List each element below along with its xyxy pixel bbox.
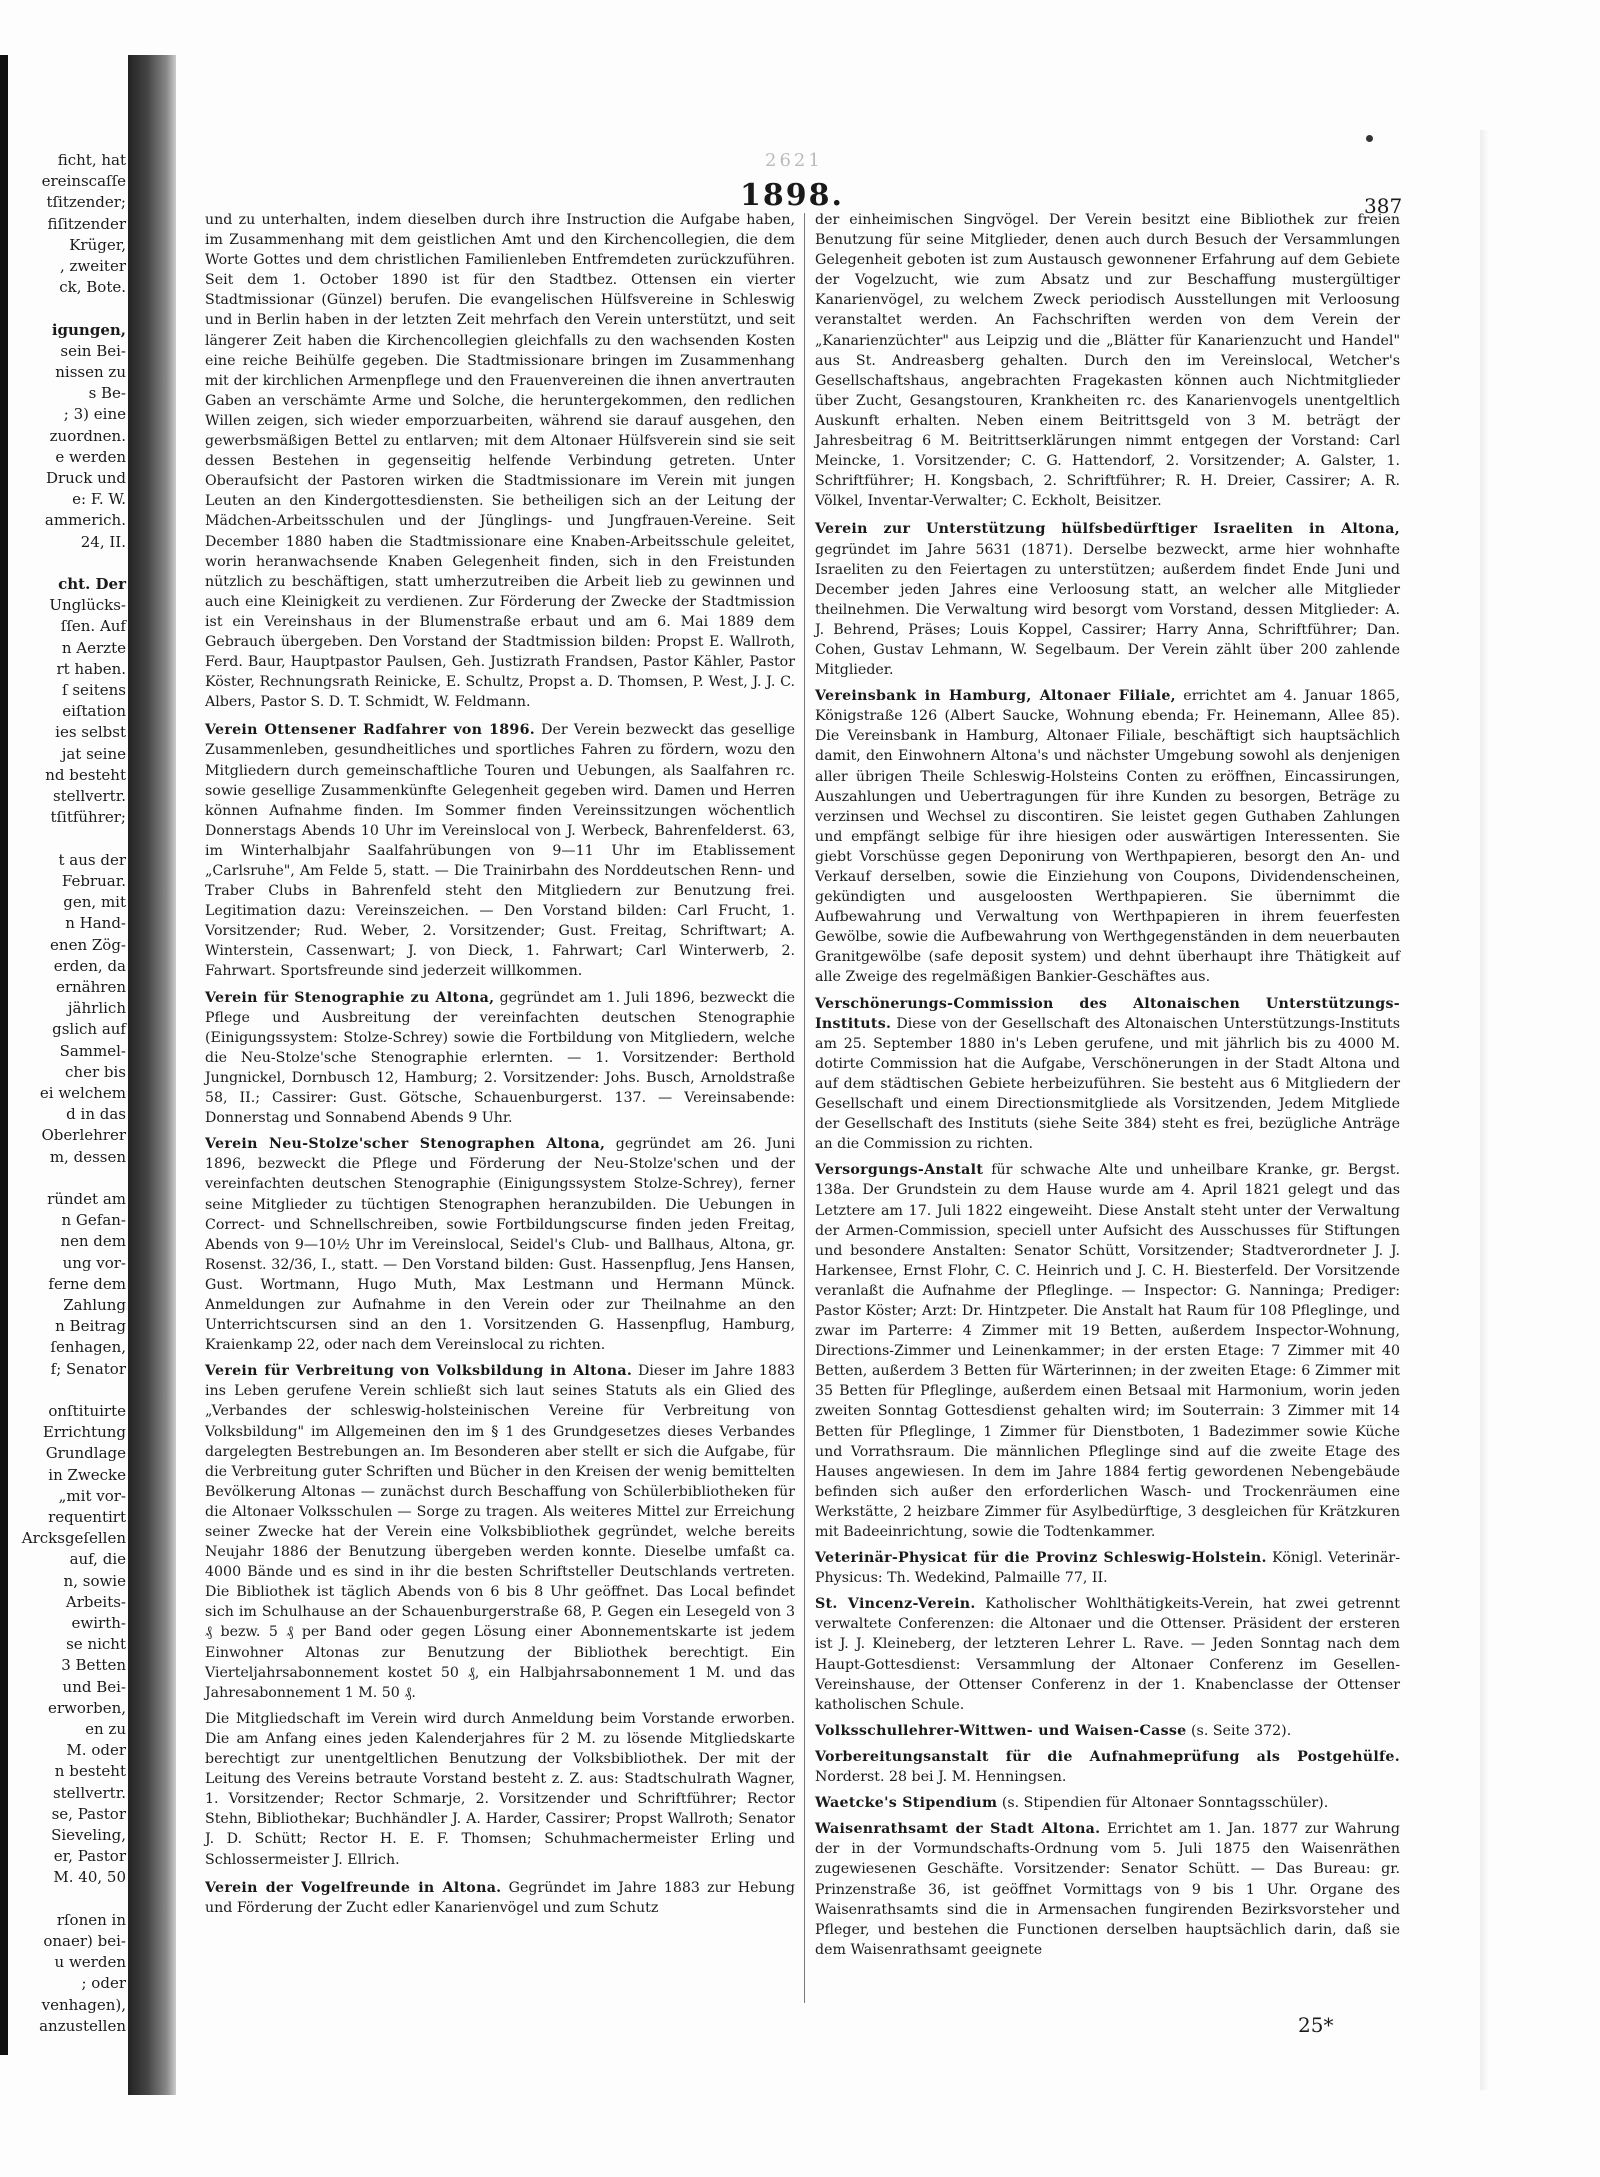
ink-dot [1366, 135, 1373, 142]
right-column [815, 210, 1400, 1966]
directory-entry [205, 720, 795, 981]
fragment-line: Sammel- [59, 1041, 126, 1060]
fragment-line: Arbeits- [65, 1592, 126, 1611]
fragment-line: n Hand- [65, 914, 126, 933]
fragment-line: e werden [55, 447, 126, 466]
fragment-line: ammerich. [44, 511, 126, 530]
fragment-line: ck, Bote. [59, 278, 126, 297]
entry-text: Errichtet am 1. Jan. 1877 zur Wahrung der in der Vormundschafts-Ordnung vom 5. Juli 1875 den Waisenräthen zugewiesenen Geschäfte. Vorsitzender: Senator Schütt. — Das Bureau: gr. Prinzenstraße 36, ist geöffnet Vormittags von 9 bis 1 Uhr. Organe des Waisenrathsamts sind die in Armensachen fungirenden Bezirksvorsteher und Pfleger, und bestehen die Functionen derselben hauptsächlich darin, daß sie dem Waisenrathsamt geeignete [815, 1821, 1400, 1958]
directory-entry [815, 1747, 1400, 1787]
fragment-line: ewirth- [71, 1614, 126, 1633]
page-number: 387 [1364, 194, 1403, 218]
fragment-line: ficht, hat [57, 151, 126, 169]
fragment-line [8, 553, 130, 574]
fragment-line: jat seine [61, 744, 126, 763]
fragment-line: Februar. [61, 871, 126, 890]
fragment-line: M. 40, 50 [53, 1868, 126, 1887]
directory-entry [815, 519, 1400, 680]
fragment-line: ies selbst [55, 723, 126, 742]
fragment-line: n, sowie [63, 1571, 126, 1590]
directory-entry [205, 988, 795, 1129]
entry-title: Waetcke's Stipendium [815, 1795, 998, 1812]
page-edge-shade [1480, 130, 1490, 2090]
fragment-line: n besteht [54, 1762, 126, 1781]
fragment-line: erworben, [48, 1698, 126, 1717]
entry-title: Veterinär-Physicat für die Provinz Schleswig-Holstein. [815, 1550, 1267, 1567]
fragment-line: fiſitzender [47, 214, 126, 233]
book-gutter-shadow [128, 55, 176, 2095]
fragment-line: nen dem [60, 1232, 126, 1251]
fragment-line: se, Pastor [51, 1804, 126, 1823]
fragment-line: ſſen. Auf [60, 617, 126, 636]
bleed-through-text: 2621 [765, 150, 823, 171]
entry-text: gegründet am 26. Juni 1896, bezweckt die Pflege und Förderung der Neu-Stolze'schen und der vereinfachten deutschen Stenographie (Einigungssystem Stolze-Schrey), ferner seine Mitglieder zu tüchtigen Stenographen heranzubilden. Die Uebungen in Correct- und Schnellschreiben, sowie Fortbildungscurse finden jeden Freitag, Abends von 9—10½ Uhr im Vereinslocal, Seidel's Club- und Ballhaus, Altona, gr. Rosenst. 32/36, I., statt. — Den Vorstand bilden: Gust. Hassenpflug, Jens Hansen, Gust. Wortmann, Hugo Muth, Max Lestmann und Hermann Münck. Anmeldungen zur Aufnahme in den Verein oder zur Theilnahme an den Unterrichtscursen sind an den 1. Vorsitzenden G. Hassenpflug, Hamburg, Kraienkamp 22, oder nach dem Vereinslocal zu richten. [205, 1136, 795, 1354]
previous-page-fragments [8, 150, 130, 2050]
entry-title: Volksschullehrer-Wittwen- und Waisen-Casse [815, 1722, 1187, 1739]
directory-entry [815, 1594, 1400, 1715]
directory-entry [205, 1709, 795, 1870]
fragment-line: igungen, [51, 320, 126, 339]
fragment-line: sein Bei- [60, 341, 126, 360]
fragment-line: f; Senator [50, 1359, 126, 1378]
fragment-line: Sieveling, [51, 1826, 126, 1845]
fragment-line: stellvertr. [52, 1783, 126, 1802]
entry-title: Vereinsbank in Hamburg, Altonaer Filiale, [815, 688, 1176, 705]
directory-entry [815, 1819, 1400, 1960]
entry-text: Diese von der Gesellschaft des Altonaischen Unterstützungs-Instituts am 25. September 1880 in's Leben gerufene, und mit jährlich bis zu 4000 M. dotirte Commission hat die Aufgabe, Verschönerungen in der Stadt Altona und auf dem städtischen Gebiete herbeizuführen. Sie besteht aus 6 Mitgliedern der Gesellschaft und einem Directionsmitgliede als Vorsitzenden, Jedem Mitgliede der Gesellschaft des Instituts (siehe Seite 384) steht es frei, bezügliche Anträge an die Commission zu richten. [815, 1015, 1400, 1153]
entry-text: Gegründet im Jahre 1883 zur Hebung und Förderung der Zucht edler Kanarienvögel und zum Schutz [205, 1879, 795, 1916]
entry-text: Dieser im Jahre 1883 ins Leben gerufene Verein schließt sich laut seines Statuts als ein Glied des „Verbandes der schleswig-holsteinischen Vereine für Verbreitung von Volksbildung" im Allgemeinen den im § 1 des Grundgesetzes dieses Verbandes dargelegten Bestrebungen an. Im Besonderen aber stellt er sich die Aufgabe, für die Verbreitung guter Schriften und Bücher in den Kreisen der wenig bemittelten Bevölkerung Altonas — zunächst durch Beschaffung von Schülerbibliotheken für die Altonaer Volksschulen — Sorge zu tragen. Als weiteres Mittel zur Erreichung seiner Zwecke hat der Verein eine Volksbibliothek gegründet, welche bereits Neujahr 1886 der Benutzung übergeben werden konnte. Dieselbe umfaßt ca. 4000 Bände und es sind in ihr die besten Schriftsteller Deutschlands vertreten. Die Bibliothek ist täglich Abends von 6 bis 8 Uhr geöffnet. Das Local befindet sich im Schulhause an der Schauenburgerstraße 68, P. Gegen ein Lesegeld von 3 ₰ bezw. 5 ₰ per Band oder gegen Lösung einer Abonnementskarte ist jedem Einwohner Altonas zur Benutzung der Bibliothek berechtigt. Ein Vierteljahrsabonnement kostet 50 ₰, ein Halbjahrsabonnement 1 M. und das Jahresabonnement 1 M. 50 ₰. [205, 1363, 795, 1701]
fragment-line: u werden [54, 1953, 126, 1972]
entry-title: St. Vincenz-Verein. [815, 1596, 976, 1613]
entry-text: (s. Seite 372). [1191, 1722, 1292, 1739]
entry-text: gegründet am 1. Juli 1896, bezweckt die Pflege und Ausbreitung der vereinfachten deutschen Stenographie (Einigungssystem: Stolze-Schrey) sowie die Fortbildung von Mitgliedern, welche die Neu-Stolze'sche Stenographie erlernten. — 1. Vorsitzender: Berthold Jungnickel, Dornbusch 12, Hamburg; 2. Vorsitzender: Johs. Busch, Arnoldstraße 58, II.; Cassirer: Gust. Götsche, Schauenburgerst. 137. — Vereinsabende: Donnerstag und Sonnabend Abends 9 Uhr. [205, 989, 795, 1127]
fragment-line: rt haben. [56, 659, 126, 678]
fragment-line: requentirt [48, 1508, 126, 1526]
entry-title: Waisenrathsamt der Stadt Altona. [815, 1821, 1101, 1838]
fragment-line: venhagen), [41, 1995, 126, 2014]
fragment-line: n Aerzte [61, 638, 126, 657]
fragment-line: , zweiter [59, 257, 126, 276]
fragment-line: onaer) bei- [43, 1932, 126, 1951]
fragment-line: Krüger, [69, 235, 126, 254]
fragment-line: ei welchem [39, 1083, 126, 1102]
page-signature: 25* [1298, 2013, 1334, 2037]
directory-entry [205, 1134, 795, 1355]
fragment-line: und Bei- [62, 1677, 126, 1696]
entry-text: Katholischer Wohlthätigkeits-Verein, hat zwei getrennt verwaltete Conferenzen: die Altonaer und die Ottenser. Präsident der ersteren ist J. J. Kleineberg, der letzteren Lehrer L. Rave. — Jeden Sonntag nach dem Haupt-Gottesdienst: Versammlung der Altonaer Conferenz im Gesellen-Vereinshause, der Ottenser Conferenz in der 1. Knabenclasse der Ottenser katholischen Schule. [815, 1596, 1400, 1713]
directory-entry [205, 1361, 795, 1703]
fragment-line: ſenhagen, [50, 1338, 126, 1357]
entry-text: für schwache Alte und unheilbare Kranke, gr. Bergst. 138a. Der Grundstein zu dem Hause wurde am 4. April 1821 gelegt und das Letztere am 17. Juli 1822 eingeweiht. Diese Anstalt steht unter der Verwaltung der Armen-Commission, speciell unter Aufsicht des Ausschusses für Stiftungen und besondere Anstalten: Senator Schütt, Vorsitzender; Stadtverordneter J. J. Harkensee, Ernst Flohr, C. C. Heinrich und J. C. H. Biesterfeld. Der Vorsitzende veranlaßt die Aufnahme der Pfleglinge. — Inspector: G. Nanninga; Prediger: Pastor Köster; Arzt: Dr. Hintzpeter. Die Anstalt hat Raum für 108 Pfleglinge, und zwar im Parterre: 4 Zimmer mit 19 Betten, außerdem Inspector-Wohnung, Directions-Zimmer und Leinenkammer; in der ersten Etage: 7 Zimmer mit 40 Betten, außerdem 3 Betten für Wärterinnen; in der zweiten Etage: 6 Zimmer mit 35 Betten für Pfleglinge, außerdem einen Betsaal mit Harmonium, worin jeden zweiten Sonntag Gottesdienst gehalten wird; im Souterrain: 3 Zimmer mit 14 Betten für Pfleglinge, 1 Zimmer für Dienstboten, 1 Badezimmer sowie Küche und Vorrathsraum. Die männlichen Pfleglinge sind auf die zweite Etage des Hauses angewiesen. In dem im Jahre 1884 fertig gewordenen Nebengebäude befinden sich außer den erforderlichen Wasch- und Trockenräumen eine Werkstätte, 2 heizbare Zimmer für Asylbedürftige, 3 desgleichen für Krätzkuren mit Badeeinrichtung, sowie die Todtenkammer. [815, 1162, 1401, 1540]
fragment-line: onſtituirte [48, 1401, 126, 1420]
directory-entry [815, 1548, 1400, 1588]
entry-text: errichtet am 4. Januar 1865, Königstraße 126 (Albert Saucke, Wohnung ebenda; Fr. Heinemann, Allee 85). Die Vereinsbank in Hamburg, Altonaer Filiale, beschäftigt sich hauptsächlich damit, den Einwohnern Altona's und nächster Umgebung sowohl als denjenigen aller übrigen Theile Schleswig-Holsteins Conten zu eröffnen, Eincassirungen, Auszahlungen und Uebertragungen für ihre Kunden zu besorgen, Beträge zu verzinsen und Wechsel zu discontiren. Sie leistet gegen Guthaben Zahlungen und empfängt selbige für ihre hiesigen oder auswärtigen Interessenten. Sie giebt Vorschüsse gegen Deponirung von Werthpapieren, besorgt den An- und Verkauf derselben, sowie die Einziehung von Coupons, Dividendenscheinen, gekündigten und ausgeloosten Werthpapieren. Sie übernimmt die Aufbewahrung und Verwaltung von Werthpapieren in ihrem feuerfesten Gewölbe, sowie die Aufbewahrung von Werthgegenständen in dem neuerbauten Granitgewölbe (safe deposit system) und dehnt überhaupt ihre Thätigkeit auf alle Zweige des regelmäßigen Bankier-Geschäftes aus. [815, 688, 1400, 986]
directory-entry [815, 1721, 1400, 1741]
left-column [205, 210, 795, 1924]
entry-title: Verein für Stenographie zu Altona, [205, 989, 495, 1006]
directory-entry [815, 994, 1400, 1155]
directory-entry [205, 1878, 795, 1918]
fragment-line: ung vor- [62, 1253, 126, 1272]
fragment-line: 3 Betten [61, 1656, 126, 1675]
scan-edge [0, 55, 8, 2055]
fragment-line: er, Pastor [53, 1847, 126, 1866]
fragment-line: „mit vor- [58, 1486, 126, 1505]
fragment-line: ferne dem [48, 1274, 126, 1293]
entry-title: Verein Ottensener Radfahrer von 1896. [205, 722, 536, 739]
entry-text: der einheimischen Singvögel. Der Verein besitzt eine Bibliothek zur freien Benutzung für seine Mitglieder, denen auch durch Besuch der Versammlungen Gelegenheit geboten ist zum Austausch gewonnener Erfahrung auf dem Gebiete der Vogelzucht, wie zum Absatz und zur Beschaffung mustergültiger Kanarienvögel, zu welchem Zweck periodisch Ausstellungen mit Verloosung veranstaltet werden. An Fachschriften werden von dem Verein der „Kanarienzüchter" aus Leipzig und die „Blätter für Kanarienzucht und Handel" aus St. Andreasberg gehalten. Durch den im Vereinslocal, Wetcher's Gesellschaftshaus, angebrachten Fragekasten können auch Nichtmitglieder über Zucht, Gesangstouren, Krankheiten rc. des Kanarienvogels unentgeltlich Auskunft erhalten. Neben einem Beitrittsgeld von 3 M. beträgt der Jahresbeitrag 6 M. Beitrittserklärungen nimmt entgegen der Vorstand: Carl Meincke, 1. Vorsitzender; C. G. Hattendorf, 2. Vorsitzender; A. Galster, 1. Schriftführer; H. Kongsbach, 2. Schriftführer; R. H. Dreier, Cassirer; A. R. Völkel, Inventar-Verwalter; C. Eckholt, Beisitzer. [815, 212, 1400, 510]
fragment-line: e: F. W. [72, 490, 126, 509]
fragment-line: zuordnen. [49, 426, 126, 445]
fragment-line: ereinscaſſe [41, 172, 126, 191]
fragment-line [8, 298, 130, 319]
fragment-line: Unglücks- [49, 596, 126, 615]
fragment-line: anzustellen [39, 2016, 126, 2035]
entry-text: Norderst. 28 bei J. M. Henningsen. [815, 1769, 1067, 1786]
directory-entry [205, 210, 795, 712]
fragment-line [8, 1380, 130, 1401]
fragment-line: gen, mit [63, 893, 126, 912]
fragment-line: eiſtation [62, 702, 126, 721]
fragment-line: 24, II. [80, 532, 126, 551]
column-divider [804, 213, 805, 2003]
fragment-line: ; oder [81, 1974, 126, 1993]
fragment-line: s Be- [88, 384, 126, 403]
fragment-line: enen Zög- [50, 935, 126, 954]
fragment-line: Druck und [45, 469, 126, 488]
fragment-line: Grundlage [45, 1444, 126, 1463]
fragment-line: nissen zu [55, 363, 126, 382]
fragment-line: Zahlung [63, 1295, 126, 1314]
entry-title: Verein der Vogelfreunde in Altona. [205, 1879, 502, 1896]
fragment-line: ründet am [47, 1189, 126, 1208]
fragment-line: ſ seitens [62, 681, 126, 700]
entry-title: Verein Neu-Stolze'scher Stenographen Altona, [205, 1136, 606, 1153]
fragment-line: tſitführer; [50, 808, 126, 827]
running-header-year: 1898. [740, 178, 844, 213]
directory-entry [815, 686, 1400, 987]
entry-text: Königl. Veterinär-Physicus: Th. Wedekind, Palmaille 77, II. [815, 1550, 1400, 1587]
fragment-line [8, 829, 130, 850]
fragment-line: erden, da [53, 956, 126, 975]
entry-title: Verein zur Unterstützung hülfsbedürftiger Israeliten in Altona, [815, 521, 1400, 538]
fragment-line: m, dessen [49, 1147, 126, 1166]
entry-title: Vorbereitungsanstalt für die Aufnahmeprüfung als Postgehülfe. [815, 1748, 1400, 1765]
directory-entry [815, 1160, 1400, 1542]
fragment-line: cher bis [65, 1062, 126, 1081]
fragment-line: Errichtung [42, 1423, 126, 1442]
fragment-line: Arcksgeſellen [21, 1529, 126, 1548]
fragment-line: t aus der [58, 850, 126, 869]
fragment-line: se nicht [66, 1635, 126, 1654]
fragment-line: stellvertr. [52, 787, 126, 806]
entry-text: (s. Stipendien für Altonaer Sonntagsschüler). [1001, 1795, 1329, 1812]
entry-title: Verein für Verbreitung von Volksbildung in Altona. [205, 1363, 633, 1380]
fragment-line: auf, die [69, 1550, 126, 1569]
fragment-line [8, 1168, 130, 1189]
entry-text: gegründet im Jahre 5631 (1871). Derselbe bezweckt, arme hier wohnhafte Israeliten zu den Feiertagen zu unterstützen; außerdem findet Ende Juni und December jeden Jahres eine Verloosung statt, an welcher alle Mitglieder theilnehmen. Die Verwaltung wird besorgt vom Vorstand, dessen Mitglieder: A. J. Behrend, Präses; Louis Koppel, Cassirer; Harry Anna, Schriftführer; Dan. Cohen, Gustav Lehmann, W. Segelbaum. Der Verein zählt über 200 zahlende Mitglieder. [815, 541, 1400, 679]
fragment-line: jährlich [67, 999, 126, 1018]
fragment-line: n Beitrag [55, 1317, 126, 1336]
entry-text: Der Verein bezweckt das gesellige Zusammenleben, gesundheitliches und sportliches Fahren zu fördern, wozu den Mitgliedern durch gemeinschaftliche Touren und Uebungen, als Saalfahren rc. sowie gesellige Zusammenkünfte Gelegenheit gegeben wird. Damen und Herren können Aufnahme finden. Im Sommer finden Vereinssitzungen wöchentlich Donnerstags Abends 10 Uhr im Vereinslocal von J. Werbeck, Bahrenfelderst. 63, im Winterhalbjahr Saalfahrübungen von 9—11 Uhr im Etablissement „Carlsruhe", Am Felde 5, statt. — Die Trainirbahn des Norddeutschen Renn- und Traber Clubs in Bahrenfeld steht den Mitgliedern zur Benutzung frei. Legitimation dazu: Vereinszeichen. — Den Vorstand bilden: Carl Frucht, 1. Vorsitzender; Rud. Weber, 2. Vorsitzender; Gust. Freitag, Schriftwart; A. Winterstein, Cassenwart; J. von Dieck, 1. Fahrwart; Carl Winterwerb, 2. Fahrwart. Sportsfreunde sind jederzeit willkommen. [205, 722, 796, 980]
entry-title: Versorgungs-Anstalt [815, 1162, 984, 1179]
directory-entry [815, 210, 1400, 511]
fragment-line: en zu [85, 1720, 126, 1739]
entry-title: Verschönerungs-Commission des Altonaischen Unterstützungs-Instituts. [815, 995, 1400, 1032]
fragment-line: ernähren [55, 977, 126, 996]
fragment-line: nd besteht [45, 765, 126, 784]
fragment-line: rſonen in [56, 1910, 126, 1929]
fragment-line: Oberlehrer [41, 1126, 126, 1145]
fragment-line: d in das [66, 1105, 126, 1124]
fragment-line: ; 3) eine [63, 405, 126, 424]
fragment-line: n Gefan- [61, 1211, 126, 1230]
fragment-line: in Zwecke [48, 1465, 126, 1484]
directory-entry [815, 1793, 1400, 1813]
fragment-line [8, 1889, 130, 1910]
fragment-line: tſitzender; [46, 193, 126, 212]
fragment-line: M. oder [66, 1741, 126, 1760]
fragment-line: cht. Der [58, 575, 126, 594]
entry-text: Die Mitgliedschaft im Verein wird durch Anmeldung beim Vorstande erworben. Die am Anfang eines jeden Kalenderjahres für 2 M. zu lösende Mitgliedskarte berechtigt zur unentgeltlichen Benutzung der Volksbibliothek. Der mit der Leitung des Vereins betraute Vorstand besteht z. Z. aus: Stadtschulrath Wagner, 1. Vorsitzender; Rector Schmarje, 2. Vorsitzender und Schriftführer; Rector Stehn, Bibliothekar; Buchhändler J. A. Harder, Cassirer; Propst Wallroth; Senator J. D. Schütt; Rector H. E. F. Thomsen; Schuhmachermeister Erling und Schlossermeister J. Ellrich. [205, 1710, 795, 1868]
fragment-line: gslich auf [52, 1020, 126, 1039]
entry-text: und zu unterhalten, indem dieselben durch ihre Instruction die Aufgabe haben, im Zusammenhang mit dem geistlichen Amt und den Kirchencollegien, die dem Worte Gottes und dem christlichen Familienleben Entfremdeten zurückzuführen. Seit dem 1. October 1890 ist für den Stadtbez. Ottensen ein vierter Stadtmissionar (Günzel) berufen. Die evangelischen Hülfsvereine in Schleswig und in Berlin haben in der letzten Zeit mehrfach den Verein unterstützt, und seit längerer Zeit haben die Kirchencollegien gleichfalls zu den wachsenden Kosten eine reiche Beihülfe gegeben. Die Stadtmissionare bringen im Zusammenhang mit der kirchlichen Armenpflege und den Frauenvereinen die ihnen anvertrauten Gaben an verschämte Arme und Solche, die heruntergekommen, den redlichen Willen zeigen, sich wieder emporzuarbeiten, während sie darauf ausgehen, den gewerbsmäßigen Bettel zu entlarven; mit dem Altonaer Hülfsverein sind sie seit dessen Bestehen in gegenseitig helfende Verbindung getreten. Unter Oberaufsicht der Pastoren wirken die Stadtmissionare im Verein mit jungen Leuten an den Kindergottesdiensten. Sie betheiligen sich an der Leitung der Mädchen-Arbeitsschulen und der Jünglings- und Jungfrauen-Vereine. Seit December 1880 haben die Stadtmissionare eine Knaben-Arbeitsschule geleitet, worin heranwachsende Knaben Gelegenheit finden, sich in den Freistunden nützlich zu beschäftigen, statt umherzutreiben die Arbeit lieb zu gewinnen und auch eine Kleinigkeit zu verdienen. Zur Förderung der Zwecke der Stadtmission ist ein Vereinshaus in der Blumenstraße erbaut und am 6. Mai 1889 dem Gebrauch übergeben. Den Vorstand der Stadtmission bilden: Propst E. Wallroth, Ferd. Baur, Hauptpastor Paulsen, Geh. Justizrath Frandsen, Pastor Kähler, Pastor Köster, Rechnungsrath Reinicke, E. Schultz, Propst a. D. Thomsen, P. West, J. J. C. Albers, Pastor S. D. T. Schmidt, W. Feldmann. [205, 212, 795, 711]
